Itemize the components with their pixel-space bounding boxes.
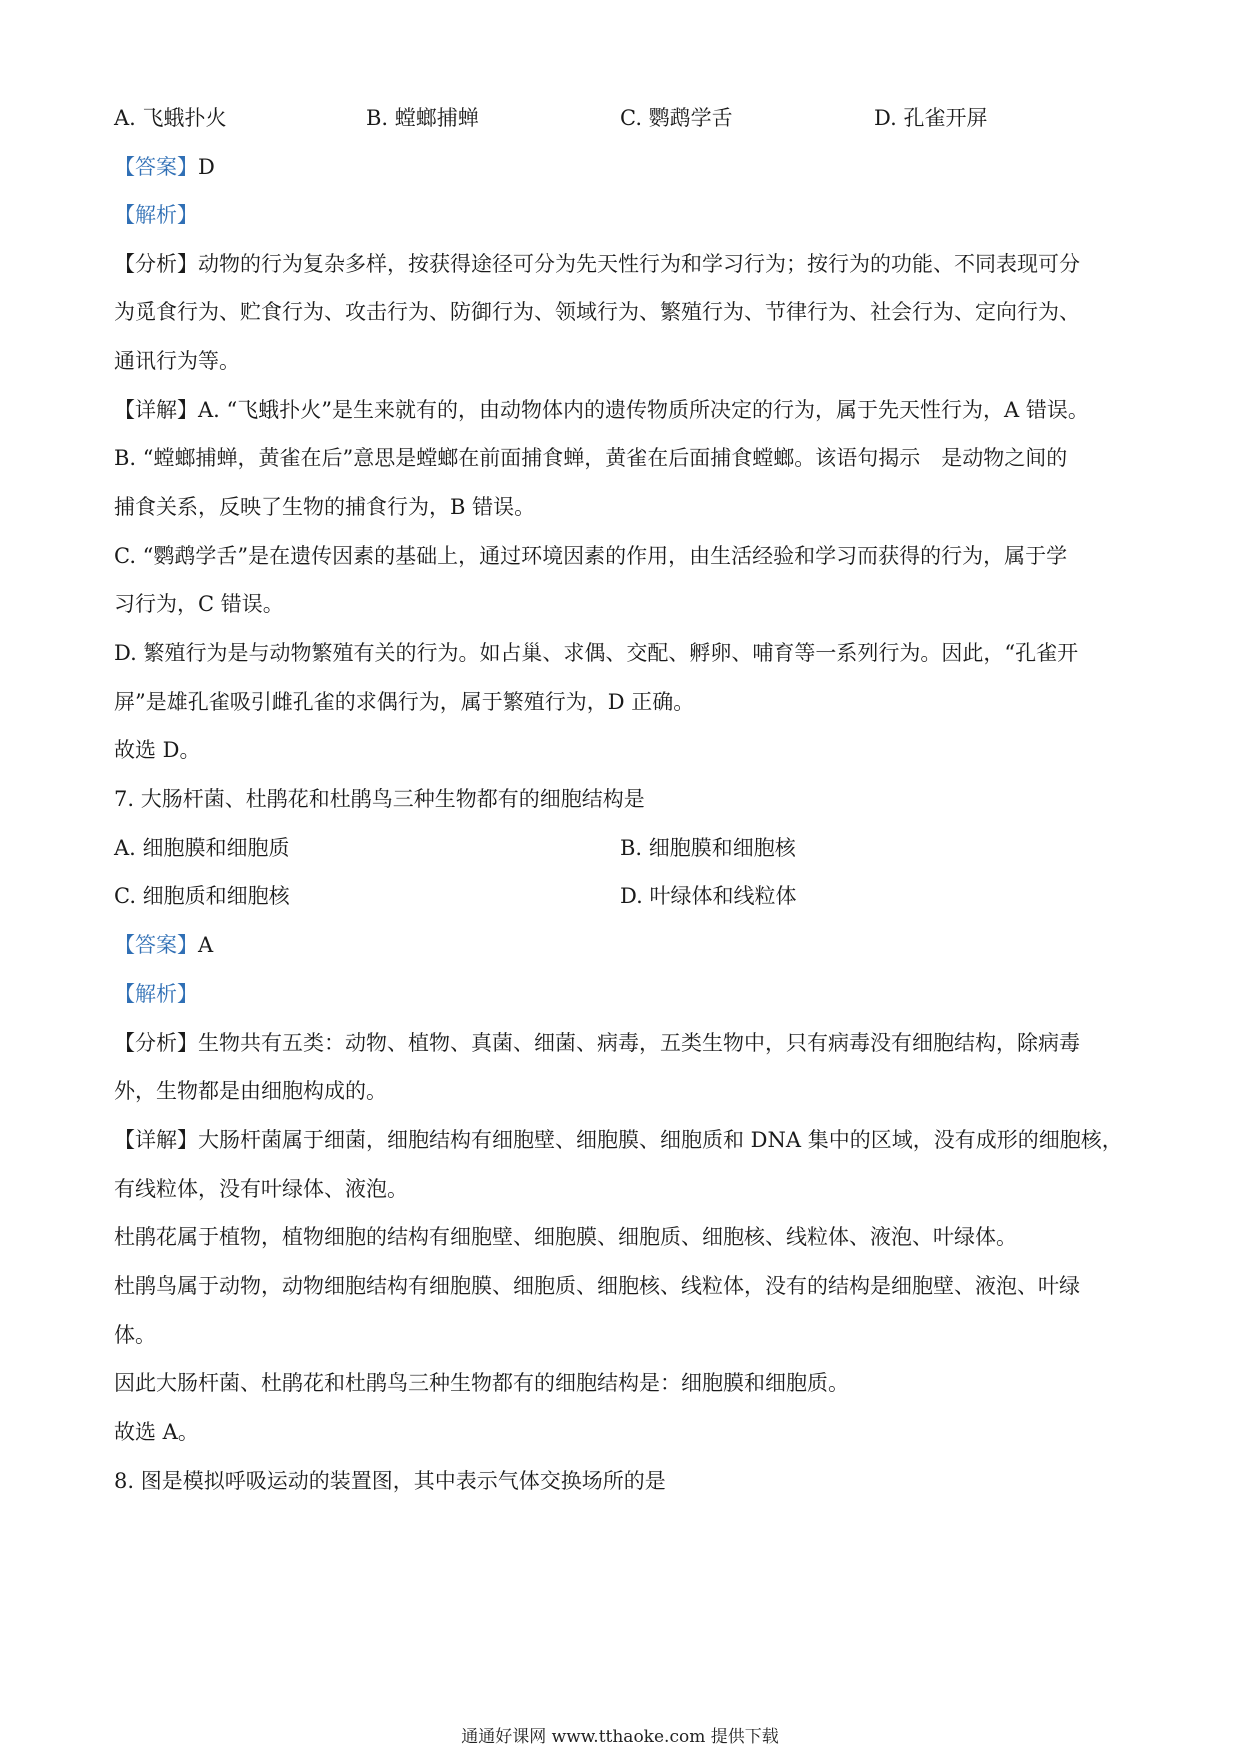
xiangjie-text: 大肠杆菌属于细菌，细胞结构有细胞壁、细胞膜、细胞质和 DNA 集中的区域，没有成形的细胞核， [198, 1128, 1123, 1152]
q7-analysis-label: 【解析】 [114, 982, 198, 1006]
q6-fenxi-line: 通讯行为等。 [114, 349, 240, 373]
q7-xiangjie-line [114, 1126, 1134, 1154]
q8-question: 8. 图是模拟呼吸运动的装置图，其中表示气体交换场所的是 [114, 1469, 666, 1493]
answer-label: 【答案】 [114, 155, 198, 179]
fenxi-label: 【分析】 [114, 252, 198, 276]
fenxi-text: 动物的行为复杂多样，按获得途径可分为先天性行为和学习行为；按行为的功能、不同表现可分 [198, 252, 1080, 276]
q7-xiangjie-line: 因此大肠杆菌、杜鹃花和杜鹃鸟三种生物都有的细胞结构是：细胞膜和细胞质。 [114, 1371, 849, 1395]
answer-value: A [198, 933, 214, 957]
q7-option-c: C. 细胞质和细胞核 [114, 884, 290, 908]
xiangjie-label: 【详解】 [114, 1128, 198, 1152]
q6-conclusion: 故选 D。 [114, 738, 201, 762]
answer-value: D [198, 155, 215, 179]
xiangjie-label: 【详解】 [114, 398, 198, 422]
xiangjie-text: A. “飞蛾扑火”是生来就有的，由动物体内的遗传物质所决定的行为，属于先天性行为，A 错误。 [198, 398, 1089, 422]
q6-xiangjie-line [114, 396, 1134, 424]
q6-analysis-label: 【解析】 [114, 203, 198, 227]
q6-option-c: C. 鹦鹉学舌 [620, 106, 733, 130]
q6-fenxi-line [114, 250, 1134, 278]
q6-xiangjie-line: D. 繁殖行为是与动物繁殖有关的行为。如占巢、求偶、交配、孵卵、哺育等一系列行为。因此，“孔雀开 [114, 641, 1079, 665]
q7-option-d: D. 叶绿体和线粒体 [620, 884, 797, 908]
q7-xiangjie-line: 有线粒体，没有叶绿体、液泡。 [114, 1177, 408, 1201]
q7-fenxi-line: 外，生物都是由细胞构成的。 [114, 1079, 387, 1103]
fenxi-text: 生物共有五类：动物、植物、真菌、细菌、病毒，五类生物中，只有病毒没有细胞结构，除病毒 [198, 1031, 1080, 1055]
q6-xiangjie-line: B. “螳螂捕蝉，黄雀在后”意思是螳螂在前面捕食蝉，黄雀在后面捕食螳螂。该语句揭示 是动物之间的 [114, 446, 1068, 470]
q7-fenxi-line [114, 1029, 1134, 1057]
q7-question: 7. 大肠杆菌、杜鹃花和杜鹃鸟三种生物都有的细胞结构是 [114, 787, 645, 811]
q7-answer [114, 931, 1134, 959]
q7-conclusion: 故选 A。 [114, 1420, 199, 1444]
q7-xiangjie-line: 杜鹃鸟属于动物，动物细胞结构有细胞膜、细胞质、细胞核、线粒体，没有的结构是细胞壁、液泡、叶绿 [114, 1274, 1080, 1298]
q7-xiangjie-line: 体。 [114, 1323, 156, 1347]
page-footer: 通通好课网 www.tthaoke.com 提供下载 [461, 1727, 779, 1747]
q6-xiangjie-line: 捕食关系，反映了生物的捕食行为，B 错误。 [114, 495, 536, 519]
q6-xiangjie-line: 屏”是雄孔雀吸引雌孔雀的求偶行为，属于繁殖行为，D 正确。 [114, 690, 695, 714]
q6-option-d: D. 孔雀开屏 [874, 106, 988, 130]
q7-option-b: B. 细胞膜和细胞核 [620, 836, 796, 860]
answer-label: 【答案】 [114, 933, 198, 957]
q6-answer [114, 153, 1134, 181]
q6-xiangjie-line: C. “鹦鹉学舌”是在遗传因素的基础上，通过环境因素的作用，由生活经验和学习而获得的行为，属于学 [114, 544, 1068, 568]
fenxi-label: 【分析】 [114, 1031, 198, 1055]
q6-option-a: A. 飞蛾扑火 [114, 106, 227, 130]
q6-xiangjie-line: 习行为，C 错误。 [114, 592, 284, 616]
q6-option-b: B. 螳螂捕蝉 [366, 106, 479, 130]
q7-option-a: A. 细胞膜和细胞质 [114, 836, 290, 860]
q6-fenxi-line: 为觅食行为、贮食行为、攻击行为、防御行为、领域行为、繁殖行为、节律行为、社会行为、定向行为、 [114, 300, 1080, 324]
q7-xiangjie-line: 杜鹃花属于植物，植物细胞的结构有细胞壁、细胞膜、细胞质、细胞核、线粒体、液泡、叶绿体。 [114, 1225, 1017, 1249]
